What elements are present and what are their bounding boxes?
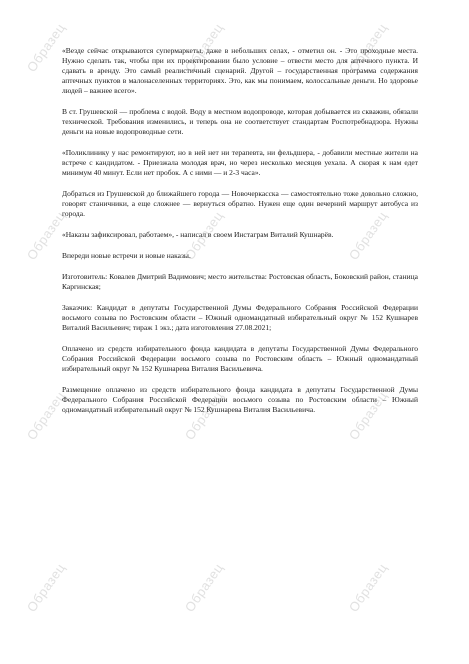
paragraph-clinic-quote: «Поликлинику у нас ремонтируют, но в ней нет ни терапевта, ни фельдшера, - добавили местные жители на встрече с кандидатом. - Приезжала молодая врач, но через несколько месяцев уехала. А скорая к нам едет минимум 40 минут. Если нет пробок. А с ними — и 2-3 часа».	[62, 148, 418, 177]
paragraph-next-meetings: Впереди новые встречи и новые наказы.	[62, 251, 191, 260]
watermark: Образец	[23, 20, 69, 75]
paragraph-placement-paid: Размещение оплачено из средств избирательного фонда кандидата в депутаты Государственной Думы Федерального Собрания Российской Федерации восьмого созыва по Ростовским области – Южный одномандатный избирательный округ № 152 Кушнарева Виталия Васильевича.	[62, 385, 418, 414]
document-body	[62, 46, 418, 426]
watermark: Образец	[345, 208, 391, 263]
watermark: Образец	[345, 20, 391, 75]
watermark: Образец	[23, 560, 69, 615]
watermark: Образец	[181, 388, 227, 443]
watermark: Образец	[23, 388, 69, 443]
paragraph-manufacturer: Изготовитель: Ковалев Дмитрий Вадимович; место жительства: Ростовская область, Боковский район, станица Каргинская;	[62, 272, 418, 291]
paragraph-quote-pharmacies: «Везде сейчас открываются супермаркеты, даже в небольших селах, - отметил он. - Это проходные места. Нужно сделать так, чтобы при их проектировании было условие – отвести место для аптечного пункта. И сдавать в аренду. Это самый реалистичный сценарий. Другой – государственная программа содержания аптечных пунктов в малонаселенных территориях. Это, как мы понимаем, колоссальные деньги. Но здоровье людей – важнее всего».	[62, 46, 418, 95]
paragraph-transport: Добраться из Грушевской до ближайшего города — Новочеркасска — самостоятельно тоже довольно сложно, говорят станичники, а еще сложнее — вернуться обратно. Нужен еще один вечерний маршрут автобуса из города.	[62, 189, 418, 218]
watermark: Образец	[181, 208, 227, 263]
watermark: Образец	[23, 208, 69, 263]
paragraph-customer: Заказчик: Кандидат в депутаты Государственной Думы Федерального Собрания Российской Федерации восьмого созыва по Ростовским области – Южный одномандатный избирательный округ № 152 Кушнарев Виталий Васильевич; тираж 1 экз.; дата изготовления 27.08.2021;	[62, 303, 418, 332]
paragraph-water-problem: В ст. Грушевской — проблема с водой. Воду в местном водопроводе, которая добывается из скважин, обязали технической. Требования изменились, и теперь она не соответствует стандартам Роспотребнадзора. Нужны деньги на новые водопроводные сети.	[62, 107, 418, 136]
paragraph-instagram-quote: «Наказы зафиксировал, работаем», - написал в своем Инстаграм Виталий Кушнарёв.	[62, 230, 334, 239]
watermark: Образец	[181, 560, 227, 615]
paragraph-paid-by: Оплачено из средств избирательного фонда кандидата в депутаты Государственной Думы Федерального Собрания Российской Федерации восьмого созыва по Ростовским область – Южный одномандатный избирательный округ № 152 Кушнарева Виталия Васильевича.	[62, 344, 418, 373]
watermark: Образец	[345, 388, 391, 443]
watermark: Образец	[181, 20, 227, 75]
watermark: Образец	[345, 560, 391, 615]
